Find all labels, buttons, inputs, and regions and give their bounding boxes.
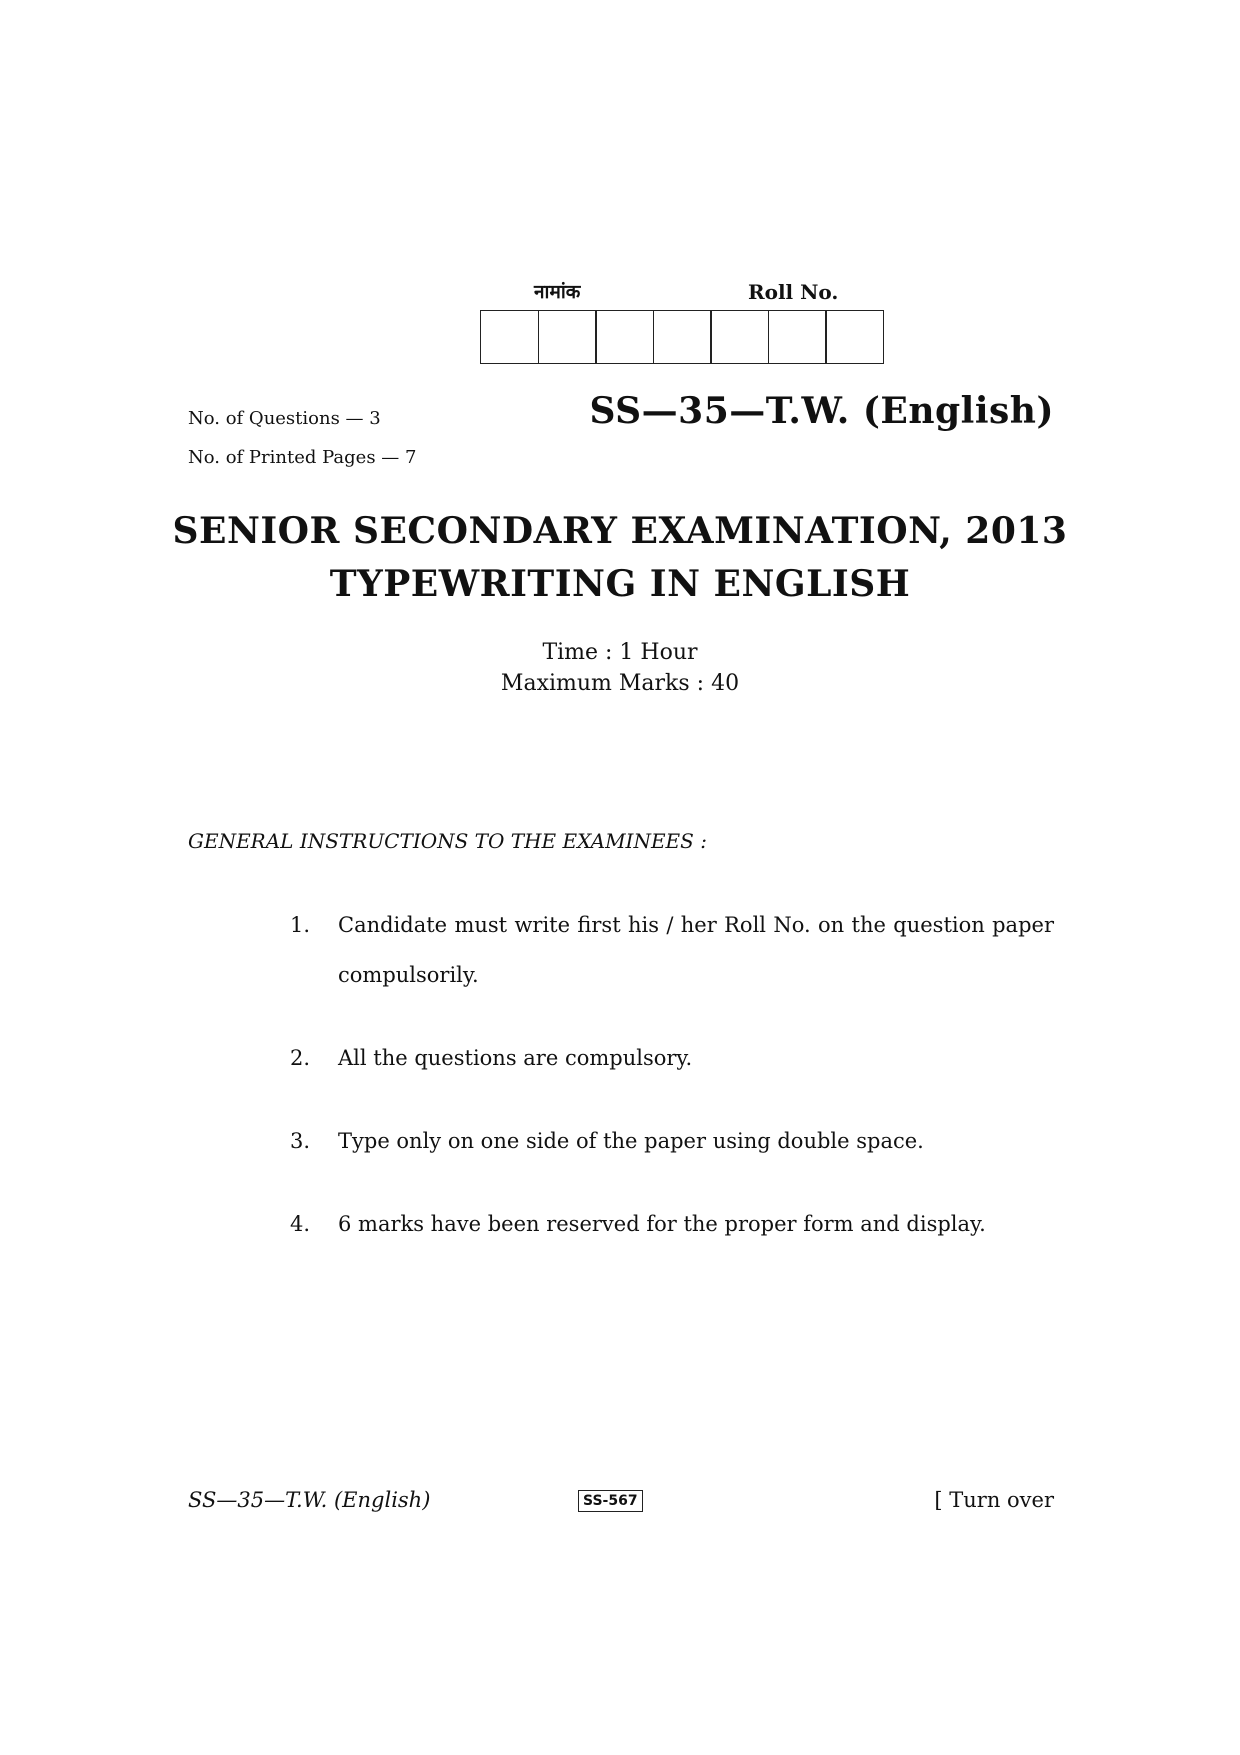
- roll-box[interactable]: [595, 310, 654, 364]
- footer-series-code: SS-567: [578, 1490, 643, 1512]
- instruction-text: Type only on one side of the paper using double space.: [338, 1129, 924, 1153]
- instruction-item: [290, 900, 1054, 1000]
- instruction-number: 4.: [290, 1212, 311, 1236]
- instruction-text: All the questions are compulsory.: [338, 1046, 693, 1070]
- instruction-number: 1.: [290, 913, 311, 937]
- maximum-marks: Maximum Marks : 40: [500, 671, 740, 696]
- number-of-printed-pages: No. of Printed Pages — 7: [188, 447, 417, 468]
- roll-box[interactable]: [825, 310, 884, 364]
- roll-label-hindi: नामांक: [534, 281, 581, 303]
- instruction-item: [290, 1199, 1054, 1249]
- instruction-item: [290, 1116, 1054, 1166]
- subject-title: TYPEWRITING IN ENGLISH: [329, 563, 911, 605]
- roll-box[interactable]: [653, 310, 712, 364]
- instructions-heading: GENERAL INSTRUCTIONS TO THE EXAMINEES :: [188, 829, 707, 853]
- instruction-text: Candidate must write first his / her Roll No. on the question paper compulsorily.: [338, 913, 1054, 987]
- exam-time: Time : 1 Hour: [542, 640, 698, 665]
- roll-box[interactable]: [768, 310, 827, 364]
- exam-title: SENIOR SECONDARY EXAMINATION, 2013: [172, 510, 1068, 552]
- instruction-text: 6 marks have been reserved for the proper form and display.: [338, 1212, 986, 1236]
- instruction-number: 3.: [290, 1129, 311, 1153]
- instructions-list: [290, 900, 1054, 1282]
- turn-over-note: [ Turn over: [934, 1488, 1054, 1512]
- roll-box[interactable]: [538, 310, 597, 364]
- paper-code: SS—35—T.W. (English): [589, 390, 1054, 432]
- roll-label-english: Roll No.: [748, 280, 839, 304]
- roll-number-boxes: [480, 310, 883, 364]
- roll-box[interactable]: [480, 310, 539, 364]
- instruction-number: 2.: [290, 1046, 311, 1070]
- number-of-questions: No. of Questions — 3: [188, 408, 381, 429]
- instruction-item: [290, 1033, 1054, 1083]
- roll-box[interactable]: [710, 310, 769, 364]
- footer-paper-code: SS—35—T.W. (English): [188, 1488, 431, 1512]
